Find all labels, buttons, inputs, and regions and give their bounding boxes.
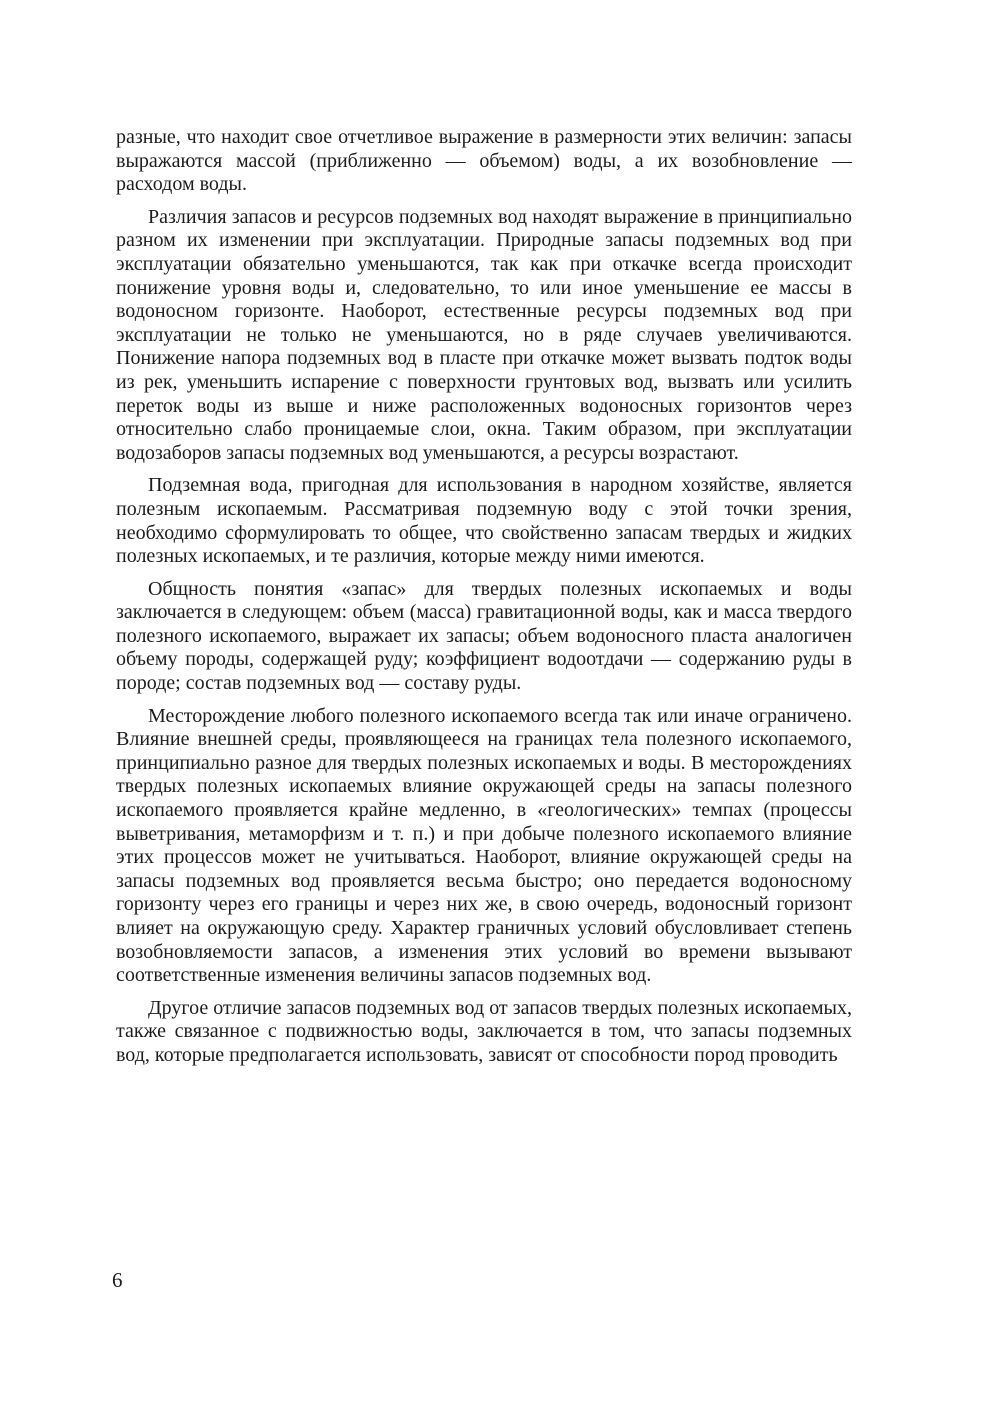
paragraph: Различия запасов и ресурсов подземных вод находят выражение в принципиально разном их изменении при эксплуатации. Природные запасы подземных вод при эксплуатации обязательно уменьшаются, так как при откачке всегда происходит понижение уровня воды и, следовательно, то или иное уменьшение ее массы в водоносном горизонте. Наоборот, естественные ресурсы подземных вод при эксплуатации не только не уменьшаются, но в ряде случаев увеличиваются. Понижение напора подземных вод в пласте при откачке может вызвать подток воды из рек, уменьшить испарение с поверхности грунтовых вод, вызвать или усилить переток воды из выше и ниже расположенных водоносных горизонтов через относительно слабо проницаемые слои, окна. Таким образом, при эксплуатации водозаборов запасы подземных вод уменьшаются, а ресурсы возрастают. [116,205,852,464]
paragraph: Месторождение любого полезного ископаемого всегда так или иначе ограничено. Влияние внешней среды, проявляющееся на границах тела полезного ископаемого, принципиально разное для твердых полезных ископаемых и воды. В месторождениях твердых полезных ископаемых влияние окружающей среды на запасы полезного ископаемого проявляется крайне медленно, в «геологических» темпах (процессы выветривания, метаморфизм и т. п.) и при добыче полезного ископаемого влияние этих процессов может не учитываться. Наоборот, влияние окружающей среды на запасы подземных вод проявляется весьма быстро; оно передается водоносному горизонту через его границы и через них же, в свою очередь, водоносный горизонт влияет на окружающую среду. Характер граничных условий обусловливает степень возобновляемости запасов, а изменения этих условий во времени вызывают соответственные изменения величины запасов подземных вод. [116,704,852,987]
paragraph: Общность понятия «запас» для твердых полезных ископаемых и воды заключается в следующем: объем (масса) гравитационной воды, как и масса твердого полезного ископаемого, выражает их запасы; объем водоносного пласта аналогичен объему породы, содержащей руду; коэффициент водоотдачи — содержанию руды в породе; состав подземных вод — составу руды. [116,577,852,695]
page-number: 6 [112,1268,123,1292]
page-body [116,126,852,1077]
paragraph-continued: разные, что находит свое отчетливое выражение в размерности этих величин: запасы выражаются массой (приближенно — объемом) воды, а их возобновление — расходом воды. [116,126,852,196]
paragraph: Подземная вода, пригодная для использования в народном хозяйстве, является полезным ископаемым. Рассматривая подземную воду с этой точки зрения, необходимо сформулировать то общее, что свойственно запасам твердых и жидких полезных ископаемых, и те различия, которые между ними имеются. [116,474,852,568]
paragraph: Другое отличие запасов подземных вод от запасов твердых полезных ископаемых, также связанное с подвижностью воды, заключается в том, что запасы подземных вод, которые предполагается использовать, зависят от способности пород проводить [116,996,852,1066]
